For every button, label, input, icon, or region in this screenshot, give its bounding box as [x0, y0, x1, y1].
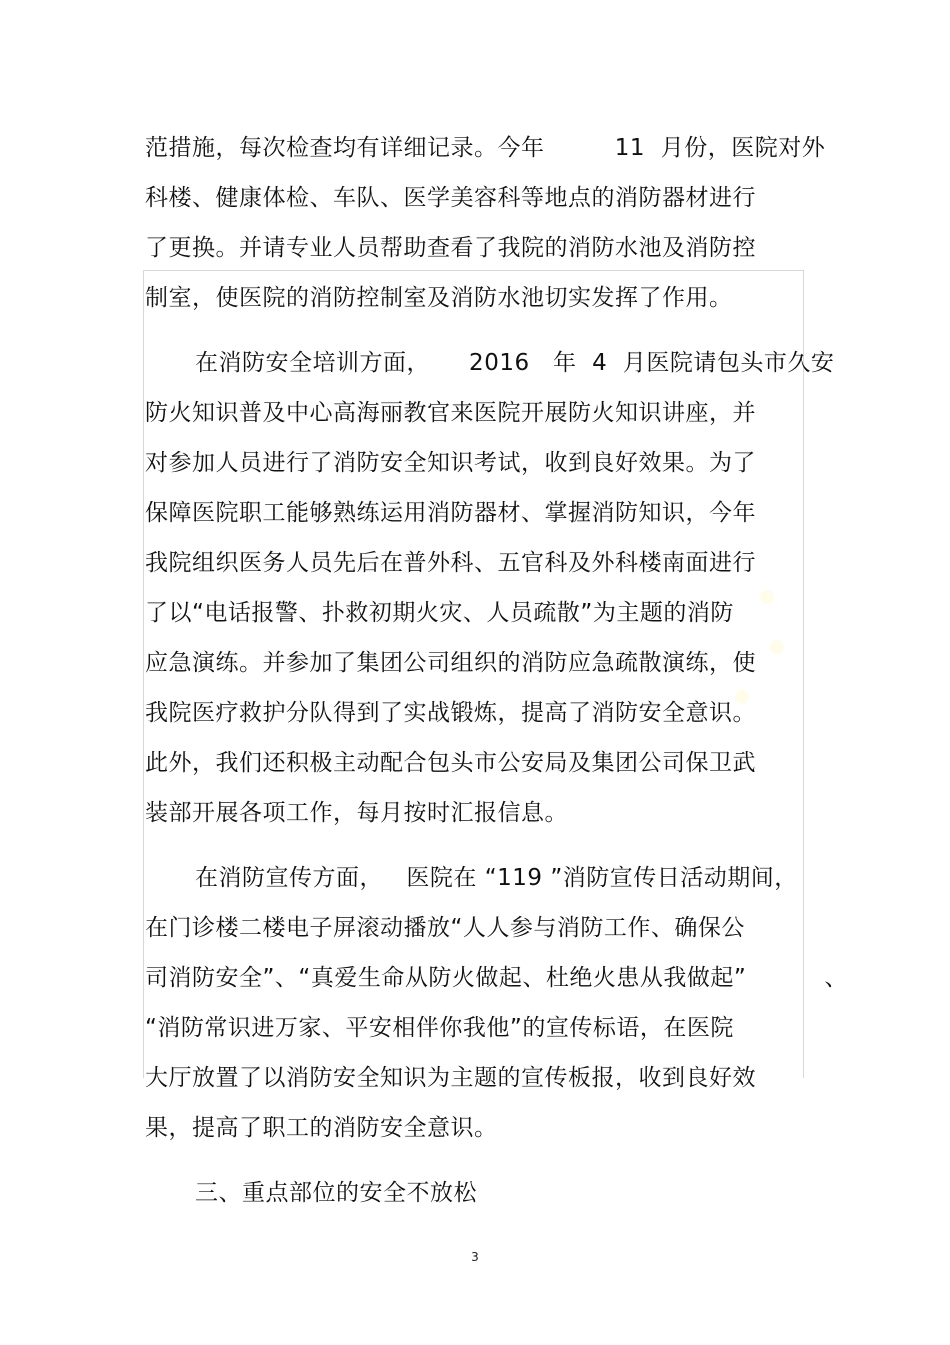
frame-right-border — [803, 270, 804, 1078]
text-line: 应急演练。并参加了集团公司组织的消防应急疏散演练，使 — [145, 650, 756, 676]
text-line: 在消防宣传方面， 医院在 “119 ”消防宣传日活动期间， — [195, 865, 798, 891]
text-line: 装部开展各项工作，每月按时汇报信息。 — [145, 800, 568, 826]
text-line: 了以“电话报警、扑救初期火灾、人员疏散”为主题的消防 — [145, 600, 734, 626]
speckle-mark — [770, 640, 784, 654]
text-line: 司消防安全”、“真爱生命从防火做起、杜绝火患从我做起” 、 — [145, 965, 848, 991]
text-line: 范措施，每次检查均有详细记录。今年 11 月份，医院对外 — [145, 135, 826, 161]
section-heading: 三、重点部位的安全不放松 — [195, 1180, 477, 1206]
text-line: 果，提高了职工的消防安全意识。 — [145, 1115, 498, 1141]
text-line: 科楼、健康体检、车队、医学美容科等地点的消防器材进行 — [145, 185, 756, 211]
text-line: 制室，使医院的消防控制室及消防水池切实发挥了作用。 — [145, 285, 733, 311]
text-line: 在门诊楼二楼电子屏滚动播放“人人参与消防工作、确保公 — [145, 915, 745, 941]
text-line: 此外，我们还积极主动配合包头市公安局及集团公司保卫武 — [145, 750, 756, 776]
text-line: 对参加人员进行了消防安全知识考试，收到良好效果。为了 — [145, 450, 756, 476]
frame-top-border — [143, 270, 803, 271]
speckle-mark — [760, 590, 774, 604]
text-line: 我院医疗救护分队得到了实战锻炼，提高了消防安全意识。 — [145, 700, 756, 726]
text-line: 我院组织医务人员先后在普外科、五官科及外科楼南面进行 — [145, 550, 756, 576]
text-line: 在消防安全培训方面， 2016 年 4 月医院请包头市久安 — [195, 350, 835, 376]
text-line: 保障医院职工能够熟练运用消防器材、掌握消防知识，今年 — [145, 500, 756, 526]
text-line: “消防常识进万家、平安相伴你我他”的宣传标语，在医院 — [145, 1015, 734, 1041]
page-number: 3 — [471, 1250, 479, 1264]
frame-left-border — [143, 270, 144, 1078]
text-line: 了更换。并请专业人员帮助查看了我院的消防水池及消防控 — [145, 235, 756, 261]
text-line: 大厅放置了以消防安全知识为主题的宣传板报，收到良好效 — [145, 1065, 756, 1091]
text-line: 防火知识普及中心高海丽教官来医院开展防火知识讲座，并 — [145, 400, 756, 426]
